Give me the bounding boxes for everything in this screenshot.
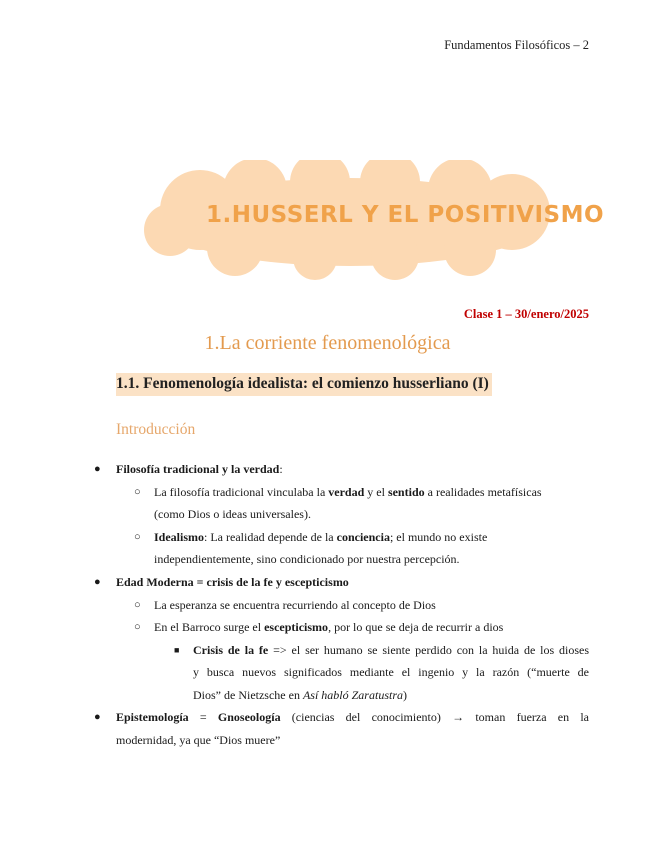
subheading: Introducción	[116, 421, 196, 438]
bullet-circle: ○	[134, 599, 141, 611]
list-item: La filosofía tradicional vinculaba la verdad y el sentido a realidades metafísicas	[154, 485, 542, 499]
list-item: Filosofía tradicional y la verdad:	[116, 462, 283, 476]
list-item-continuation: independientemente, sino condicionado por nuestra percepción.	[154, 552, 460, 566]
subsection-title: 1.1. Fenomenología idealista: el comienzo husserliano (I)	[116, 373, 492, 396]
title-banner	[140, 160, 605, 280]
bullet-square: ■	[174, 645, 180, 655]
list-item: La esperanza se encuentra recurriendo al concepto de Dios	[154, 598, 436, 612]
list-item: En el Barroco surge el escepticismo, por lo que se deja de recurrir a dios	[154, 620, 504, 634]
page-header: Fundamentos Filosóficos – 2	[444, 38, 589, 52]
bullet-dot: ●	[94, 576, 101, 588]
list-item: Idealismo: La realidad depende de la conciencia; el mundo no existe	[154, 530, 488, 544]
class-date: Clase 1 – 30/enero/2025	[463, 307, 589, 321]
list-item-continuation: Dios” de Nietzsche en Así habló Zaratustra)	[193, 688, 407, 702]
bullet-dot: ●	[94, 711, 101, 723]
bullet-circle: ○	[134, 531, 141, 543]
banner-title: 1.HUSSERL Y EL POSITIVISMO	[206, 202, 605, 228]
list-item-continuation: y busca nuevos significados mediante el ingenio y la razón (“muerte de	[193, 665, 589, 679]
list-item-continuation: modernidad, ya que “Dios muere”	[116, 733, 281, 747]
section-title: 1.La corriente fenomenológica	[204, 332, 451, 354]
list-item: Crisis de la fe => el ser humano se siente perdido con la huida de los dioses	[193, 643, 590, 657]
bullet-circle: ○	[134, 486, 141, 498]
list-item: Epistemología = Gnoseología (ciencias del conocimiento) → toman fuerza en la	[116, 710, 589, 724]
bullet-circle: ○	[134, 621, 141, 633]
list-item-continuation: (como Dios o ideas universales).	[154, 507, 311, 521]
list-item: Edad Moderna = crisis de la fe y escepticismo	[116, 575, 349, 589]
bullet-dot: ●	[94, 463, 101, 475]
